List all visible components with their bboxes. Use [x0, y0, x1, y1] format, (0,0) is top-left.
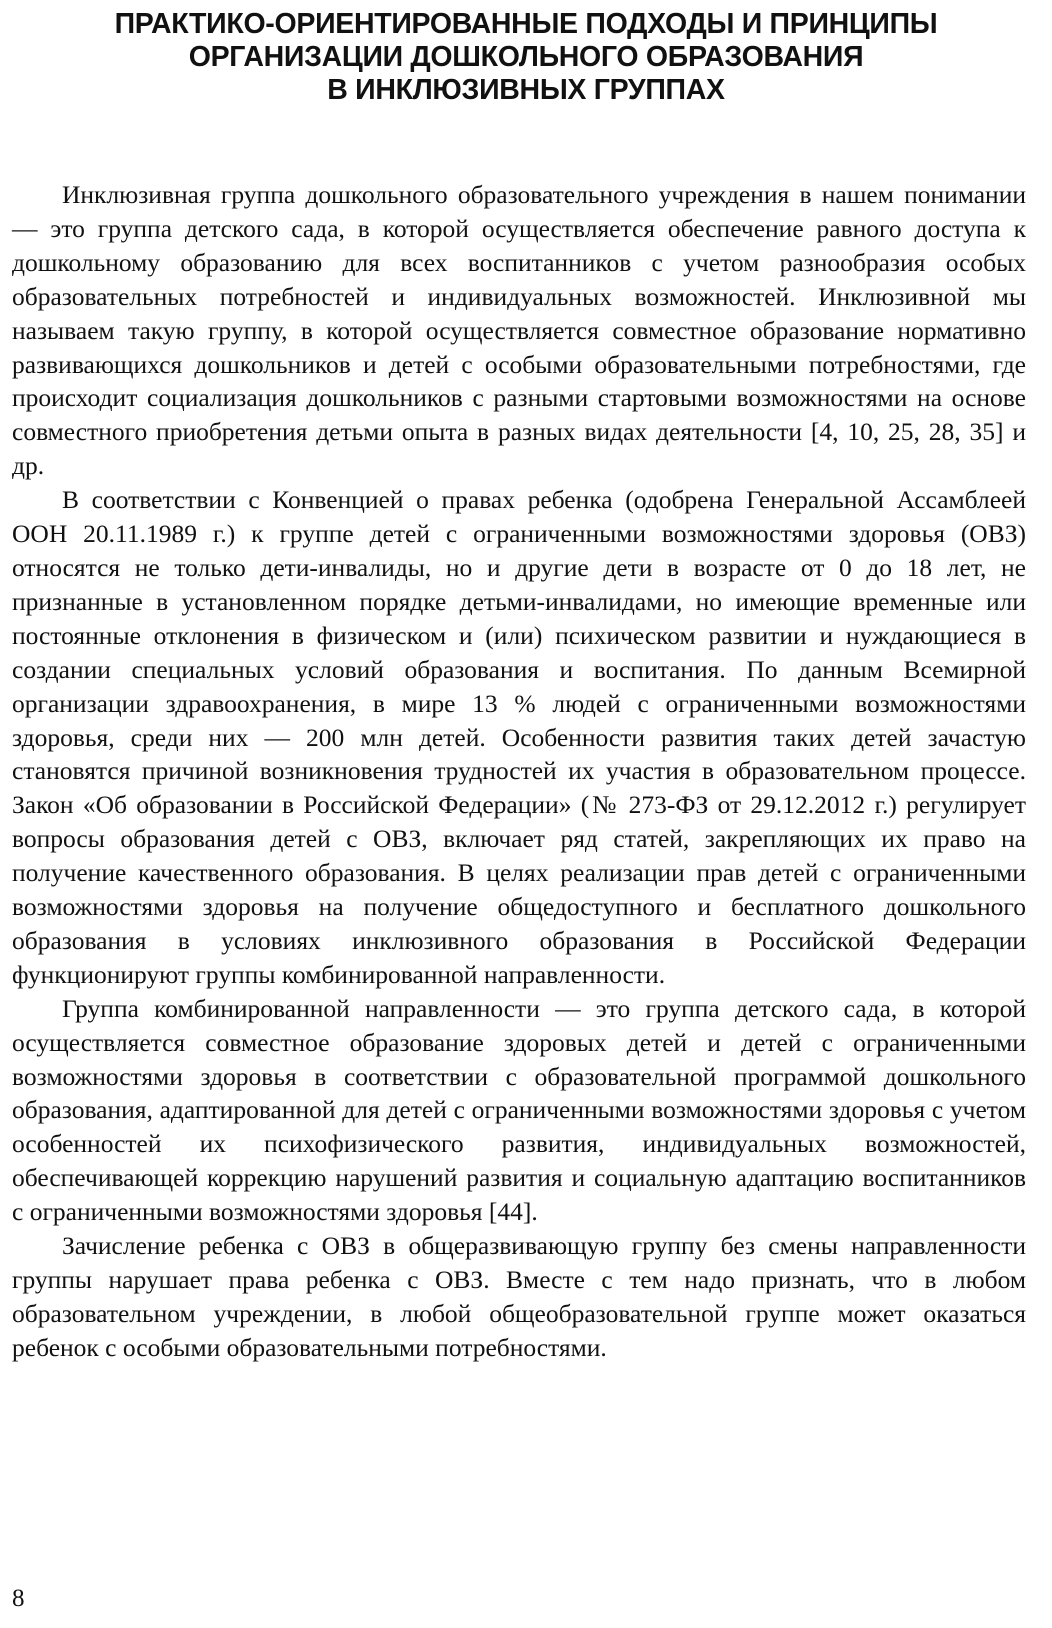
paragraph-enrollment: Зачисление ребенка с ОВЗ в общеразвивающую группу без смены направленности группы нарушает права ребенка с ОВЗ. Вместе с тем надо признать, что в любом образовательном учреждении, в любой общеобразовательной группе может оказаться ребенок с особыми образовательными потребностями.: [12, 1231, 1026, 1362]
body-text: [12, 178, 1026, 1365]
chapter-title-line-3: В ИНКЛЮЗИВНЫХ ГРУППАХ: [327, 74, 725, 106]
paragraph-combined-group: Группа комбинированной направленности — это группа детского сада, в которой осуществляется совместное образование здоровых детей и детей с ограниченными возможностями здоровья в соответствии с образовательной программой дошкольного образования, адаптированной для детей с ограниченными возможностями здоровья с учетом особенностей их психофизического развития, индивидуальных возможностей, обеспечивающей коррекцию нарушений развития и социальную адаптацию воспитанников с ограниченными возможностями здоровья [44].: [12, 993, 1026, 1227]
chapter-title: [60, 8, 992, 107]
chapter-title-line-2: ОРГАНИЗАЦИИ ДОШКОЛЬНОГО ОБРАЗОВАНИЯ: [188, 41, 864, 73]
paragraph-convention: В соответствии с Конвенцией о правах ребенка (одобрена Генеральной Ассамблеей ООН 20.11.1989 г.) к группе детей с ограниченными возможностями здоровья (ОВЗ) относятся не только дети-инвалиды, но и другие дети в возрасте от 0 до 18 лет, не признанные в установленном порядке детьми-инвалидами, но имеющие временные или постоянные отклонения в физическом и (или) психическом развитии и нуждающиеся в создании специальных условий образования и воспитания. По данным Всемирной организации здравоохранения, в мире 13 % людей с ограниченными возможностями здоровья, среди них — 200 млн детей. Особенности развития таких детей зачастую становятся причиной возникновения трудностей их участия в образовательном процессе. Закон «Об образовании в Российской Федерации» (№ 273-ФЗ от 29.12.2012 г.) регулирует вопросы образования детей с ОВЗ, включает ряд статей, закрепляющих их право на получение качественного образования. В целях реализации прав детей с ограниченными возможностями здоровья на получение общедоступного и бесплатного дошкольного образования в условиях инклюзивного образования в Российской Федерации функционируют группы комбинированной направленности.: [12, 485, 1026, 989]
chapter-title-line-1: ПРАКТИКО-ОРИЕНТИРОВАННЫЕ ПОДХОДЫ И ПРИНЦИПЫ: [114, 8, 938, 40]
paragraph-inclusive-group: Инклюзивная группа дошкольного образовательного учреждения в нашем понимании — это группа детского сада, в которой осуществляется обеспечение равного доступа к дошкольному образованию для всех воспитанников с учетом разнообразия особых образовательных потребностей и индивидуальных возможностей. Инклюзивной мы называем такую группу, в которой осуществляется совместное образование нормативно развивающихся дошкольников и детей с особыми образовательными потребностями, где происходит социализация дошкольников с разными стартовыми возможностями на основе совместного приобретения детьми опыта в разных видах деятельности [4, 10, 25, 28, 35] и др.: [12, 180, 1026, 481]
page-number: 8: [12, 1585, 25, 1612]
